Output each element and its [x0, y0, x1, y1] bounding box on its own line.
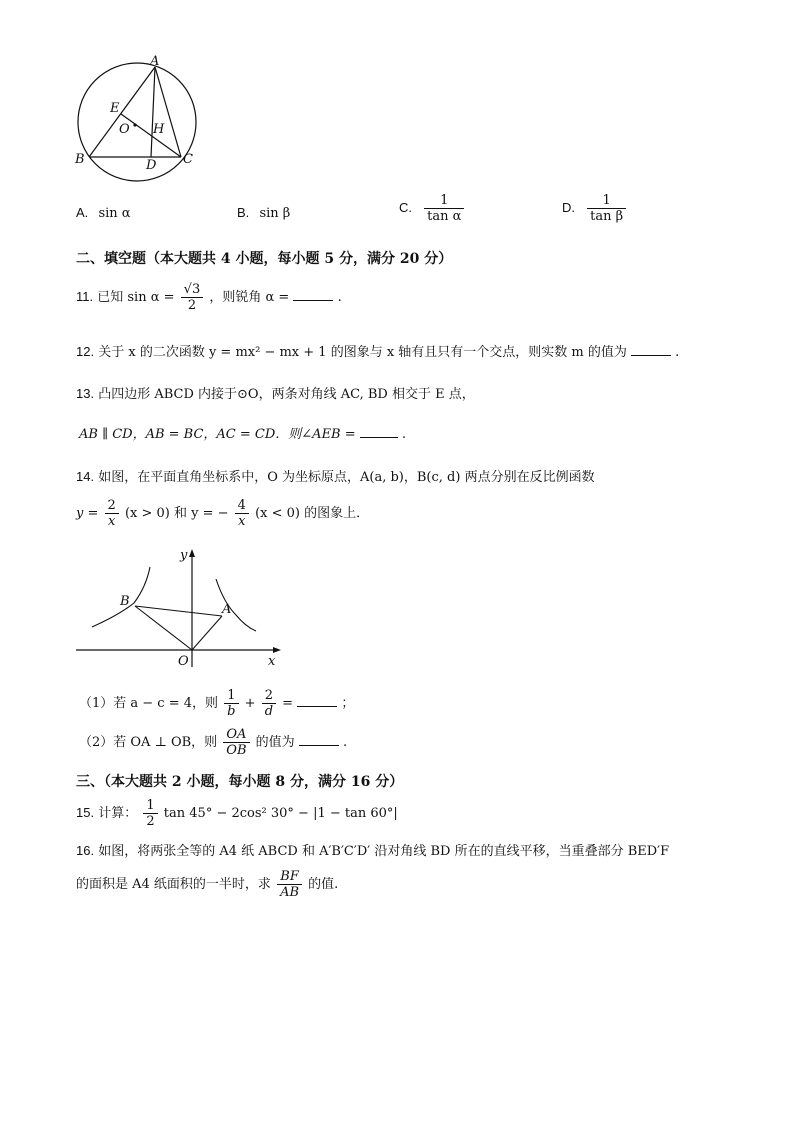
choice-a-text: sin α [98, 206, 131, 221]
section-3-heading: 三、（本大题共 2 小题，每小题 8 分，满分 16 分） [76, 774, 404, 790]
label-o: O [119, 122, 130, 137]
q14-p2-den: OB [226, 743, 247, 758]
choice-d-fraction [587, 193, 626, 224]
q12-answer-blank[interactable] [631, 343, 671, 356]
q14-part1-pre: （1）若 a − c = 4，则 [79, 696, 219, 711]
q15-number: 15. [76, 805, 95, 820]
q16-number: 16. [76, 843, 95, 858]
q16-line1: 如图，将两张全等的 A4 纸 ABCD 和 A′B′C′D′ 沿对角线 BD 所在的直线平移，当重叠部分 BED′F [98, 844, 670, 859]
label-b2: B [120, 594, 130, 609]
question-16-line1 [76, 842, 669, 861]
choice-d-num: 1 [587, 193, 626, 209]
label-h: H [153, 122, 165, 137]
q14-f1-num: 2 [105, 498, 119, 514]
question-15 [76, 798, 398, 829]
q12-number: 12. [76, 344, 95, 359]
segment-ab [89, 67, 155, 157]
question-14-line1 [76, 468, 595, 487]
q12-text: 关于 x 的二次函数 y = mx² − mx + 1 的图象与 x 轴有且只有一个交点，则实数 m 的值为 [98, 345, 627, 360]
altitude-ad [151, 67, 155, 157]
circumcircle [78, 63, 196, 181]
coordinate-figure [74, 545, 284, 670]
q15-pre: 计算： [98, 806, 138, 821]
q13-line1: 凸四边形 ABCD 内接于⊙O，两条对角线 AC, BD 相交于 E 点， [98, 387, 475, 402]
choice-d-den: tan β [590, 209, 624, 224]
q11-end: . [337, 290, 342, 305]
q11-answer-blank[interactable] [293, 288, 333, 301]
label-o2: O [178, 654, 189, 669]
q16-line2-post: 的值. [308, 877, 339, 892]
question-12 [76, 343, 679, 362]
q14-f2-fraction [235, 498, 249, 529]
q14-part1-answer-blank[interactable] [297, 694, 337, 707]
q11-frac-num: √3 [181, 282, 204, 298]
choice-c-den: tan α [427, 209, 462, 224]
q12-end: . [675, 345, 680, 360]
circle-triangle-figure [70, 55, 210, 190]
question-14-part2 [79, 727, 347, 758]
q15-frac-num: 1 [143, 798, 157, 814]
choice-b [237, 204, 290, 223]
q11-pre: 已知 sin α = [97, 290, 175, 305]
q13-number: 13. [76, 386, 95, 401]
q14-line1: 如图，在平面直角坐标系中，O 为坐标原点，A(a, b)，B(c, d) 两点分别在反比例函数 [98, 470, 595, 485]
label-y: y [180, 548, 188, 563]
q13-answer-blank[interactable] [360, 425, 398, 438]
choice-c [399, 193, 466, 224]
q11-post: ，则锐角 α = [209, 290, 290, 305]
q14-f1-pre: y = [76, 506, 99, 521]
q14-p1-num1: 1 [224, 688, 238, 704]
q14-p1-den2: d [264, 704, 274, 719]
q16-line2-pre: 的面积是 A4 纸面积的一半时，求 [76, 877, 271, 892]
center-dot [133, 123, 136, 126]
q11-number: 11. [76, 289, 94, 304]
q14-number: 14. [76, 469, 95, 484]
label-a2: A [222, 602, 232, 617]
q15-expr: tan 45° − 2cos² 30° − |1 − tan 60°| [163, 806, 398, 821]
question-13-line2 [79, 425, 406, 444]
choice-d [562, 193, 628, 224]
choice-a-label: A. [76, 205, 89, 220]
segment-ba [135, 606, 222, 616]
section-2-heading: 二、填空题（本大题共 4 小题，每小题 5 分，满分 20 分） [76, 251, 453, 267]
question-11 [76, 282, 342, 313]
q14-p2-num: OA [223, 727, 249, 743]
choice-b-text: sin β [259, 206, 291, 221]
q14-p1-den1: b [227, 704, 236, 719]
choice-c-label: C. [399, 200, 412, 215]
q14-part1-end: ； [341, 696, 355, 711]
q11-frac-den: 2 [187, 298, 197, 313]
question-14-line2 [76, 498, 369, 529]
label-b: B [75, 152, 85, 167]
label-e: E [110, 101, 120, 116]
q14-p1-frac2 [262, 688, 276, 719]
q15-fraction [143, 798, 157, 829]
choice-b-label: B. [237, 205, 250, 220]
choice-d-label: D. [562, 200, 575, 215]
q14-f2-post: (x < 0) 的图象上． [255, 506, 370, 521]
y-axis-arrow [189, 549, 195, 557]
label-x: x [268, 654, 276, 669]
q14-p1-plus: + [244, 696, 256, 711]
question-14-part1 [79, 688, 354, 719]
choice-c-num: 1 [424, 193, 464, 209]
question-16-line2 [76, 869, 338, 900]
x-axis-arrow [273, 647, 281, 653]
segment-ac [155, 67, 181, 157]
q14-p1-num2: 2 [262, 688, 276, 704]
choice-a [76, 204, 131, 223]
label-c: C [183, 152, 193, 167]
q11-fraction [181, 282, 204, 313]
q15-frac-den: 2 [146, 814, 155, 829]
q14-p1-eq: = [282, 696, 294, 711]
q13-line2: AB ∥ CD，AB = BC，AC = CD．则∠AEB = [79, 427, 356, 442]
q16-frac-num: BF [277, 869, 302, 885]
segment-oa [192, 616, 222, 650]
q14-f1-fraction [105, 498, 119, 529]
q14-part2-pre: （2）若 OA ⊥ OB，则 [79, 735, 218, 750]
q14-f1-cond: (x > 0) 和 y = − [124, 506, 229, 521]
q16-fraction [277, 869, 302, 900]
question-13-line1 [76, 385, 475, 404]
label-d: D [146, 158, 157, 173]
label-a: A [150, 55, 160, 69]
q14-f2-den: x [238, 514, 246, 529]
q14-p1-frac1 [224, 688, 238, 719]
q14-part2-end: . [342, 735, 348, 750]
q14-p2-frac [223, 727, 249, 758]
q14-part2-post: 的值为 [255, 735, 295, 750]
q14-part2-answer-blank[interactable] [299, 733, 339, 746]
q14-f1-den: x [107, 514, 116, 529]
segment-ob [135, 606, 192, 650]
q13-end: . [401, 427, 407, 442]
q14-f2-num: 4 [235, 498, 249, 514]
choice-c-fraction [424, 193, 464, 224]
q16-frac-den: AB [280, 885, 300, 900]
